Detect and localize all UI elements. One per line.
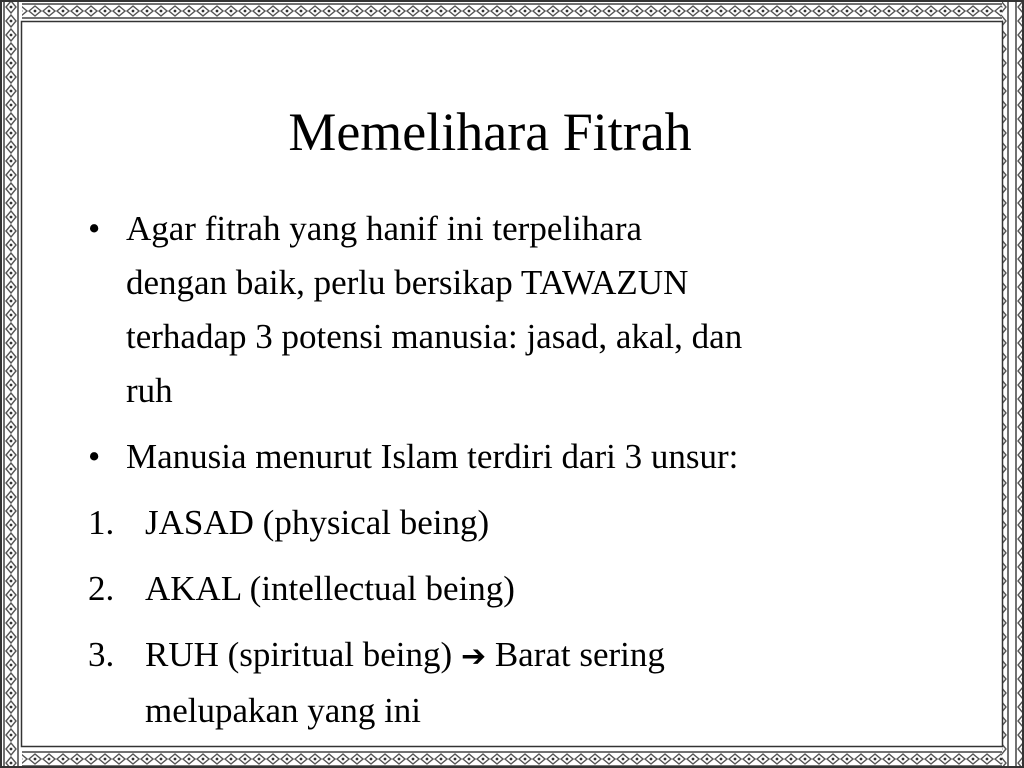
slide-content xyxy=(88,202,948,750)
number-marker: 2. xyxy=(88,569,115,608)
number-marker: 1. xyxy=(88,503,115,542)
number-marker: 3. xyxy=(88,635,115,674)
bullet-line: dengan baik, perlu bersikap TAWAZUN xyxy=(126,263,689,302)
numbered-item xyxy=(88,496,948,550)
numbered-text-part: Barat sering xyxy=(494,635,665,674)
numbered-item xyxy=(88,562,948,616)
numbered-text-line: melupakan yang ini xyxy=(145,691,422,730)
bullet-text: Manusia menurut Islam terdiri dari 3 unsur: xyxy=(126,437,739,476)
bullet-line: Agar fitrah yang hanif ini terpelihara xyxy=(126,209,643,248)
numbered-text-part: RUH (spiritual being) xyxy=(145,635,453,674)
right-arrow-icon: ➔ xyxy=(460,639,487,674)
bullet-item xyxy=(88,202,948,418)
slide-title: Memelihara Fitrah xyxy=(288,102,692,162)
bullet-line: terhadap 3 potensi manusia: jasad, akal, dan xyxy=(126,317,743,356)
bullet-text xyxy=(126,202,948,418)
numbered-text: AKAL (intellectual being) xyxy=(145,569,515,608)
numbered-text xyxy=(145,628,948,738)
bullet-marker: • xyxy=(88,437,101,476)
bullet-marker: • xyxy=(88,209,101,248)
bullet-item xyxy=(88,430,948,484)
bullet-line: ruh xyxy=(126,371,173,410)
numbered-text: JASAD (physical being) xyxy=(145,503,490,542)
numbered-item xyxy=(88,628,948,738)
